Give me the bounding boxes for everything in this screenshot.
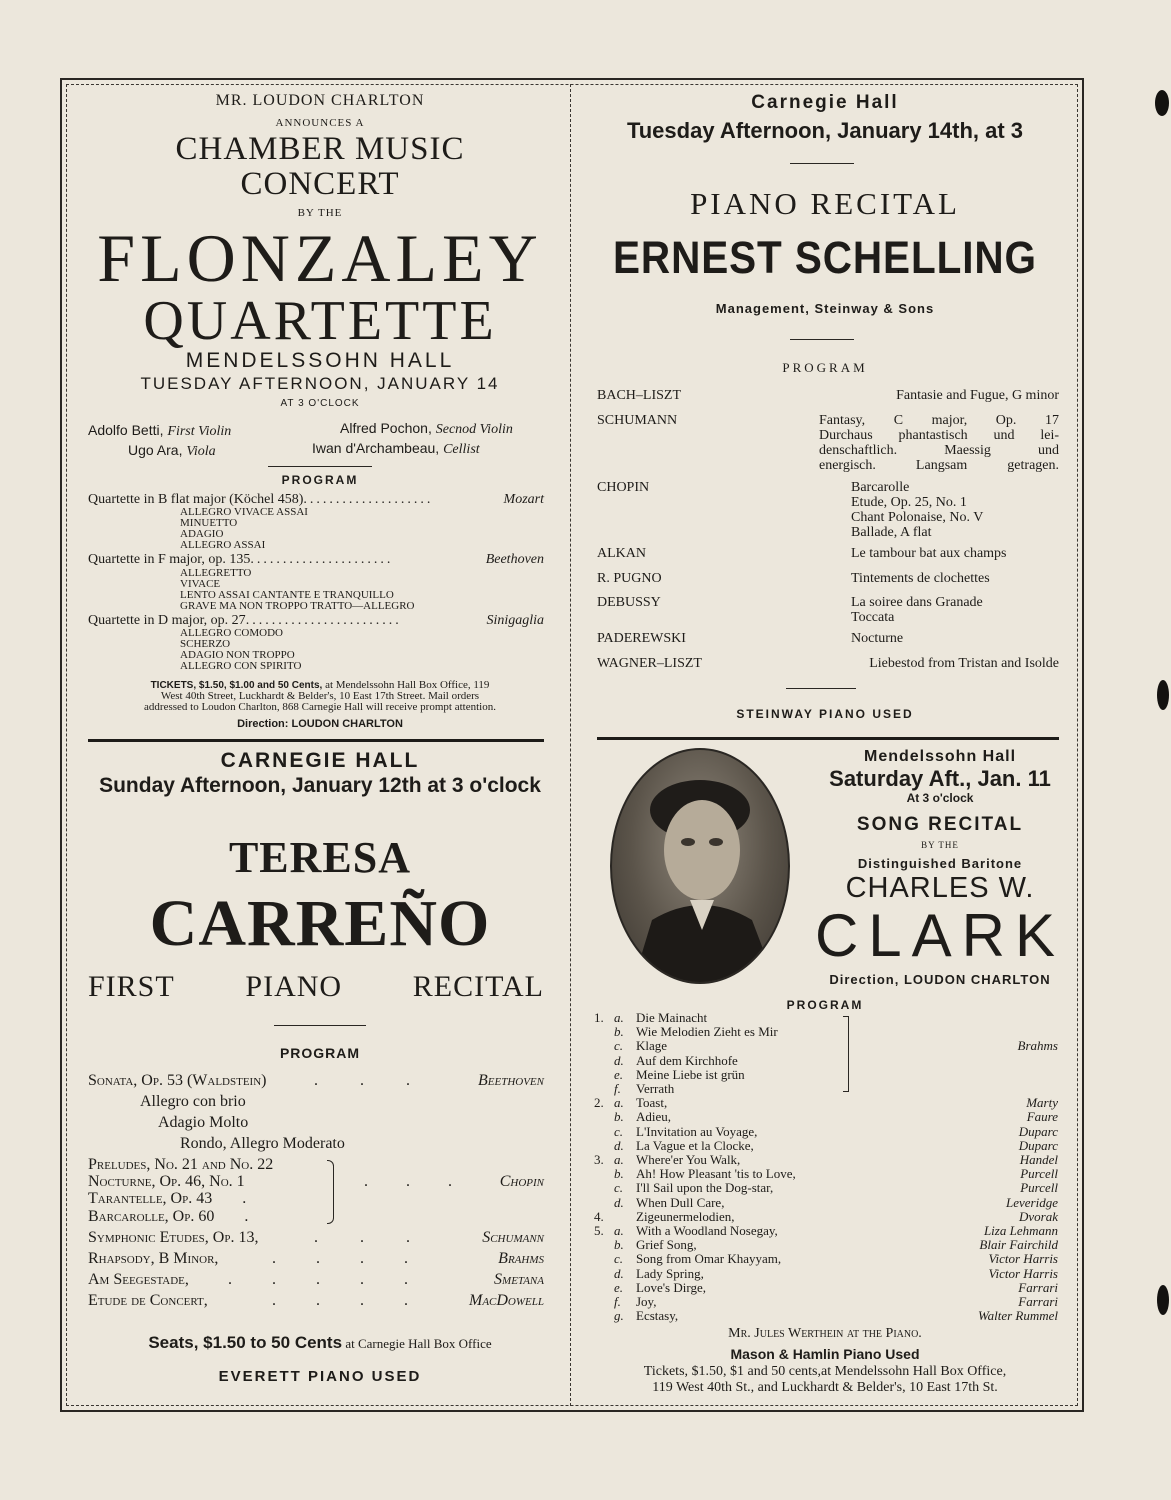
pianist-text: Mr. Jules Werthein at the Piano.: [728, 1326, 922, 1341]
member-row: [128, 442, 216, 460]
binding-hole-icon: [1155, 90, 1169, 116]
item-composer: Beethoven: [478, 1072, 544, 1089]
song-letter: a.: [614, 1223, 624, 1238]
song-composer: Faure: [1026, 1109, 1058, 1125]
date-line: Tuesday Afternoon, January 14th, at 3: [626, 118, 1024, 143]
song-composer: Dvorak: [1019, 1208, 1058, 1224]
item-title: Symphonic Etudes, Op. 13,: [88, 1229, 259, 1246]
piano-credit: Mason & Hamlin Piano Used: [730, 1346, 920, 1362]
program-item: Allegro con brio: [140, 1093, 246, 1110]
song-composer: Marty: [1026, 1095, 1058, 1111]
work-composer: Mozart: [503, 492, 544, 507]
song-title: With a Woodland Nosegay,: [636, 1223, 778, 1238]
song-letter: d.: [614, 1137, 624, 1153]
entry-composer: BACH–LISZT: [597, 388, 681, 403]
entry-work: Etude, Op. 25, No. 1: [851, 495, 967, 510]
member-role: Cellist: [443, 442, 480, 457]
song-composer: Leveridge: [1006, 1194, 1058, 1210]
piano-credit: EVERETT PIANO USED: [218, 1368, 422, 1385]
song-composer: Purcell: [1020, 1166, 1058, 1182]
seats-line: [70, 1333, 570, 1353]
song-letter: f.: [614, 1294, 621, 1309]
entry-work: Tintements de clochettes: [851, 571, 990, 586]
performer-name-line1: CHARLES W.: [845, 872, 1035, 904]
song-title: Auf dem Kirchhofe: [636, 1052, 738, 1068]
song-title: Grief Song,: [636, 1237, 697, 1253]
song-letter: d.: [614, 1052, 624, 1068]
program-item: Am Seegestade, ..... Smetana: [88, 1271, 544, 1288]
item-title: Rhapsody, B Minor,: [88, 1250, 219, 1267]
song-letter: c.: [614, 1123, 624, 1139]
item-title: Sonata, Op. 53 (Waldstein): [88, 1072, 267, 1089]
song-letter: a.: [614, 1010, 624, 1025]
work-row: Quartette in B flat major (Köchel 458).................... Mozart: [88, 492, 544, 507]
song-title: Klage: [636, 1038, 668, 1054]
song-composer: Purcell: [1020, 1180, 1058, 1196]
member-row: [340, 420, 513, 438]
song-title: Wie Melodien Zieht es Mir: [636, 1024, 778, 1040]
song-title: Meine Liebe ist grün: [636, 1066, 745, 1082]
entry-work: Toccata: [851, 610, 895, 625]
song-composer: Walter Rummel: [977, 1308, 1058, 1324]
column-divider: [570, 84, 571, 1406]
program-item: Adagio Molto: [158, 1114, 249, 1131]
member-role: First Violin: [167, 424, 232, 439]
tickets-info: [80, 680, 560, 713]
song-letter: b.: [614, 1109, 624, 1125]
song-composer: Farrari: [1018, 1279, 1058, 1295]
item-composer: Brahms: [498, 1250, 544, 1267]
program-item: Rondo, Allegro Moderato: [180, 1135, 345, 1152]
performer-name: ERNEST SCHELLING: [613, 232, 1037, 283]
entry-work: Chant Polonaise, No. V: [851, 510, 984, 525]
divider-rule: [274, 1025, 366, 1026]
song-letter: a.: [614, 1095, 624, 1111]
member-role: Secnod Violin: [435, 422, 513, 437]
divider-rule: [790, 339, 854, 340]
song-title: Adieu,: [636, 1109, 672, 1125]
work-title: Quartette in B flat major (Köchel 458): [88, 492, 304, 507]
item-title: Barcarolle, Op. 60: [88, 1208, 215, 1225]
song-title: Toast,: [636, 1095, 668, 1111]
divider-rule: [786, 688, 856, 689]
work-composer: Sinigaglia: [486, 613, 544, 628]
announces-line: ANNOUNCES A: [275, 117, 365, 129]
section-divider: [88, 739, 544, 742]
song-title: Where'er You Walk,: [636, 1152, 741, 1167]
seats-price: Seats, $1.50 to 50 Cents: [148, 1333, 343, 1352]
entry-composer: PADEREWSKI: [597, 631, 686, 646]
program-heading: PROGRAM: [279, 1045, 361, 1061]
work-title: Quartette in F major, op. 135: [88, 552, 251, 567]
by-the-line: BY THE: [921, 840, 959, 850]
pianist-line: [575, 1326, 1075, 1342]
entry-composer: R. PUGNO: [597, 571, 662, 586]
song-number: 5.: [594, 1223, 604, 1238]
date-line: Saturday Aft., Jan. 11: [829, 766, 1051, 791]
entry-composer: ALKAN: [597, 546, 646, 561]
movement: ALLEGRO CON SPIRITO: [180, 660, 302, 672]
member-row: [88, 422, 231, 440]
program-heading: PROGRAM: [281, 473, 359, 487]
program-item: Preludes, No. 21 and No. 22: [88, 1156, 274, 1173]
portrait-photo: [610, 748, 790, 984]
movement: ALLEGRO COMODO: [180, 627, 283, 639]
item-title: Am Seegestade,: [88, 1271, 189, 1288]
date-line: Sunday Afternoon, January 12th at 3 o'clock: [99, 774, 541, 797]
tickets-text: at Mendelssohn Hall Box Office, 119: [322, 679, 490, 691]
seats-location: at Carnegie Hall Box Office: [342, 1336, 492, 1351]
movement: ADAGIO: [180, 528, 224, 540]
entry-composer: DEBUSSY: [597, 595, 661, 610]
song-title: Ah! How Pleasant 'tis to Love,: [636, 1166, 796, 1182]
item-title: Nocturne, Op. 46, No. 1: [88, 1173, 245, 1190]
movement: VIVACE: [180, 578, 221, 590]
entry-work: Fantasie and Fugue, G minor: [896, 388, 1059, 403]
song-title: Die Mainacht: [636, 1010, 708, 1025]
performer-first-name: TERESA: [228, 833, 412, 882]
movement-list: [180, 568, 415, 612]
program-item: Nocturne, Op. 46, No. 1 ... Chopin: [88, 1173, 544, 1190]
program-item: Etude de Concert, .... MacDowell: [88, 1292, 544, 1309]
descriptor-line: Distinguished Baritone: [857, 856, 1023, 871]
time-line: At 3 o'clock: [906, 791, 974, 805]
song-number: 3.: [594, 1152, 604, 1167]
entry-work: denschaftlich. Maessig und: [819, 443, 1059, 458]
venue-line: Mendelssohn Hall: [863, 748, 1017, 765]
movement: ALLEGRO ASSAI: [180, 539, 266, 551]
song-title: La Vague et la Clocke,: [636, 1137, 754, 1153]
tickets-lead: TICKETS, $1.50, $1.00 and 50 Cents,: [150, 680, 323, 691]
work-composer: Beethoven: [485, 552, 544, 567]
program-item: Symphonic Etudes, Op. 13, ... Schumann: [88, 1229, 544, 1246]
song-title: Lady Spring,: [636, 1265, 704, 1281]
movement: ALLEGRETTO: [180, 567, 252, 579]
movement: LENTO ASSAI CANTANTE E TRANQUILLO: [180, 589, 394, 601]
song-title: Ecstasy,: [636, 1308, 679, 1324]
movement: ADAGIO NON TROPPO: [180, 649, 295, 661]
recital-title: SONG RECITAL: [856, 814, 1024, 835]
song-composer: Brahms: [1017, 1038, 1058, 1054]
member-name: Iwan d'Archambeau,: [312, 440, 440, 456]
tickets-info: [575, 1364, 1075, 1396]
management-line: Management, Steinway & Sons: [715, 301, 935, 316]
binding-hole-icon: [1157, 680, 1169, 710]
program-heading: PROGRAM: [782, 360, 868, 375]
song-number: 1.: [594, 1010, 604, 1025]
program-item: Barcarolle, Op. 60 .: [88, 1208, 249, 1225]
member-name: Adolfo Betti,: [88, 422, 164, 438]
item-title: Tarantelle, Op. 43: [88, 1190, 213, 1207]
entry-work: La soiree dans Granade: [851, 595, 983, 610]
work-row: Quartette in D major, op. 27........................ Sinigaglia: [88, 613, 544, 628]
recital-subtitle: [88, 970, 544, 1004]
work-title: Quartette in D major, op. 27: [88, 613, 246, 628]
event-title-line2: CONCERT: [240, 166, 400, 202]
program-heading: PROGRAM: [786, 998, 864, 1012]
entry-work: Nocturne: [851, 631, 904, 646]
bracket-icon: [327, 1160, 334, 1224]
divider-rule: [268, 466, 372, 467]
program-item: Tarantelle, Op. 43 .: [88, 1190, 247, 1207]
entry-composer: CHOPIN: [597, 480, 650, 495]
movement: SCHERZO: [180, 638, 231, 650]
song-composer: Victor Harris: [988, 1251, 1058, 1267]
venue-line: CARNEGIE HALL: [220, 749, 420, 772]
work-row: Quartette in F major, op. 135...................... Beethoven: [88, 552, 544, 567]
tickets-text: addressed to Loudon Charlton, 868 Carnegie Hall will receive prompt attention.: [144, 701, 496, 713]
presenter-line: MR. LOUDON CHARLTON: [215, 92, 425, 109]
time-line: AT 3 O'CLOCK: [280, 398, 360, 409]
song-composer: Duparc: [1018, 1137, 1058, 1153]
program-item: Rhapsody, B Minor, .... Brahms: [88, 1250, 544, 1267]
song-letter: d.: [614, 1265, 624, 1281]
by-the-line: BY THE: [297, 207, 343, 219]
venue-line: MENDELSSOHN HALL: [185, 349, 455, 372]
subtitle-word: FIRST: [88, 970, 175, 1003]
song-letter: b.: [614, 1024, 624, 1040]
song-letter: e.: [614, 1279, 624, 1295]
entry-work: Fantasy, C major, Op. 17: [819, 413, 1059, 428]
event-title-line1: CHAMBER MUSIC: [175, 131, 465, 167]
song-title: Love's Dirge,: [636, 1279, 706, 1295]
member-name: Ugo Ara,: [128, 442, 183, 458]
performer-name-line2: CLARK: [814, 902, 1066, 969]
venue-line: Carnegie Hall: [751, 92, 899, 113]
program-item: Sonata, Op. 53 (Waldstein) ... Beethoven: [88, 1072, 544, 1089]
subtitle-word: PIANO: [245, 970, 343, 1003]
member-row: [312, 440, 480, 458]
song-composer: Farrari: [1018, 1294, 1058, 1309]
song-composer: Handel: [1019, 1152, 1058, 1167]
song-number: 4.: [594, 1208, 604, 1224]
member-role: Viola: [186, 444, 216, 459]
song-letter: a.: [614, 1152, 624, 1167]
song-title: Zigeunermelodien,: [636, 1208, 735, 1224]
movement-list: [180, 628, 301, 672]
entry-composer: SCHUMANN: [597, 413, 678, 428]
movement: ALLEGRO VIVACE ASSAI: [180, 506, 308, 518]
binding-hole-icon: [1157, 1285, 1169, 1315]
divider-rule: [790, 163, 854, 164]
tickets-text: West 40th Street, Luckhardt & Belder's, 10 East 17th Street. Mail orders: [160, 690, 480, 702]
song-title: Verrath: [636, 1081, 675, 1096]
song-letter: d.: [614, 1194, 624, 1210]
entry-composer: WAGNER–LISZT: [597, 656, 702, 671]
portrait-figure-icon: [612, 750, 790, 984]
bracket-icon: [843, 1016, 849, 1092]
song-composer: Victor Harris: [988, 1265, 1058, 1281]
song-number: 2.: [594, 1095, 604, 1111]
performer-name-line1: FLONZALEY: [97, 220, 543, 296]
date-line: TUESDAY AFTERNOON, JANUARY 14: [140, 374, 500, 393]
member-name: Alfred Pochon,: [340, 420, 432, 436]
tickets-text: 119 West 40th St., and Luckhardt & Belder's, 10 East 17th St.: [652, 1380, 998, 1395]
piano-credit: STEINWAY PIANO USED: [736, 707, 914, 721]
song-letter: b.: [614, 1237, 624, 1253]
song-composer: Blair Fairchild: [979, 1237, 1058, 1253]
movement: MINUETTO: [180, 517, 238, 529]
subtitle-word: RECITAL: [412, 970, 544, 1003]
song-letter: c.: [614, 1180, 624, 1196]
song-composer: Liza Lehmann: [983, 1223, 1058, 1238]
song-letter: c.: [614, 1038, 624, 1054]
song-letter: g.: [614, 1308, 624, 1324]
performer-name-line2: QUARTETTE: [143, 290, 497, 352]
item-composer: Smetana: [494, 1271, 544, 1288]
entry-work: Le tambour bat aux champs: [851, 546, 1007, 561]
song-letter: e.: [614, 1066, 624, 1082]
entry-work: energisch. Langsam getragen.: [819, 458, 1059, 473]
recital-title: PIANO RECITAL: [690, 186, 960, 221]
song-title: When Dull Care,: [636, 1194, 725, 1210]
song-composer: Duparc: [1018, 1123, 1058, 1139]
item-composer: Chopin: [499, 1173, 544, 1190]
song-letter: f.: [614, 1081, 621, 1096]
song-title: Song from Omar Khayyam,: [636, 1251, 782, 1267]
item-composer: MacDowell: [468, 1292, 544, 1309]
tickets-text: Tickets, $1.50, $1 and 50 cents,at Mendelssohn Hall Box Office,: [643, 1364, 1007, 1379]
direction-line: Direction: LOUDON CHARLTON: [237, 718, 403, 730]
entry-work: Durchaus phantastisch und lei-: [819, 428, 1059, 443]
movement: GRAVE MA NON TROPPO TRATTO—ALLEGRO: [180, 600, 415, 612]
direction-line: Direction, LOUDON CHARLTON: [829, 972, 1051, 987]
song-letter: b.: [614, 1166, 624, 1182]
song-letter: c.: [614, 1251, 624, 1267]
entry-work: Ballade, A flat: [851, 525, 932, 540]
entry-work: Barcarolle: [851, 480, 910, 495]
performer-last-name: CARREÑO: [149, 887, 491, 960]
song-title: I'll Sail upon the Dog-star,: [636, 1180, 774, 1196]
section-divider: [597, 737, 1059, 740]
song-title: L'Invitation au Voyage,: [636, 1123, 758, 1139]
song-title: Joy,: [636, 1294, 657, 1309]
entry-work: Liebestod from Tristan and Isolde: [869, 656, 1059, 671]
movement-list: [180, 507, 308, 551]
item-composer: Schumann: [482, 1229, 544, 1246]
item-title: Etude de Concert,: [88, 1292, 208, 1309]
